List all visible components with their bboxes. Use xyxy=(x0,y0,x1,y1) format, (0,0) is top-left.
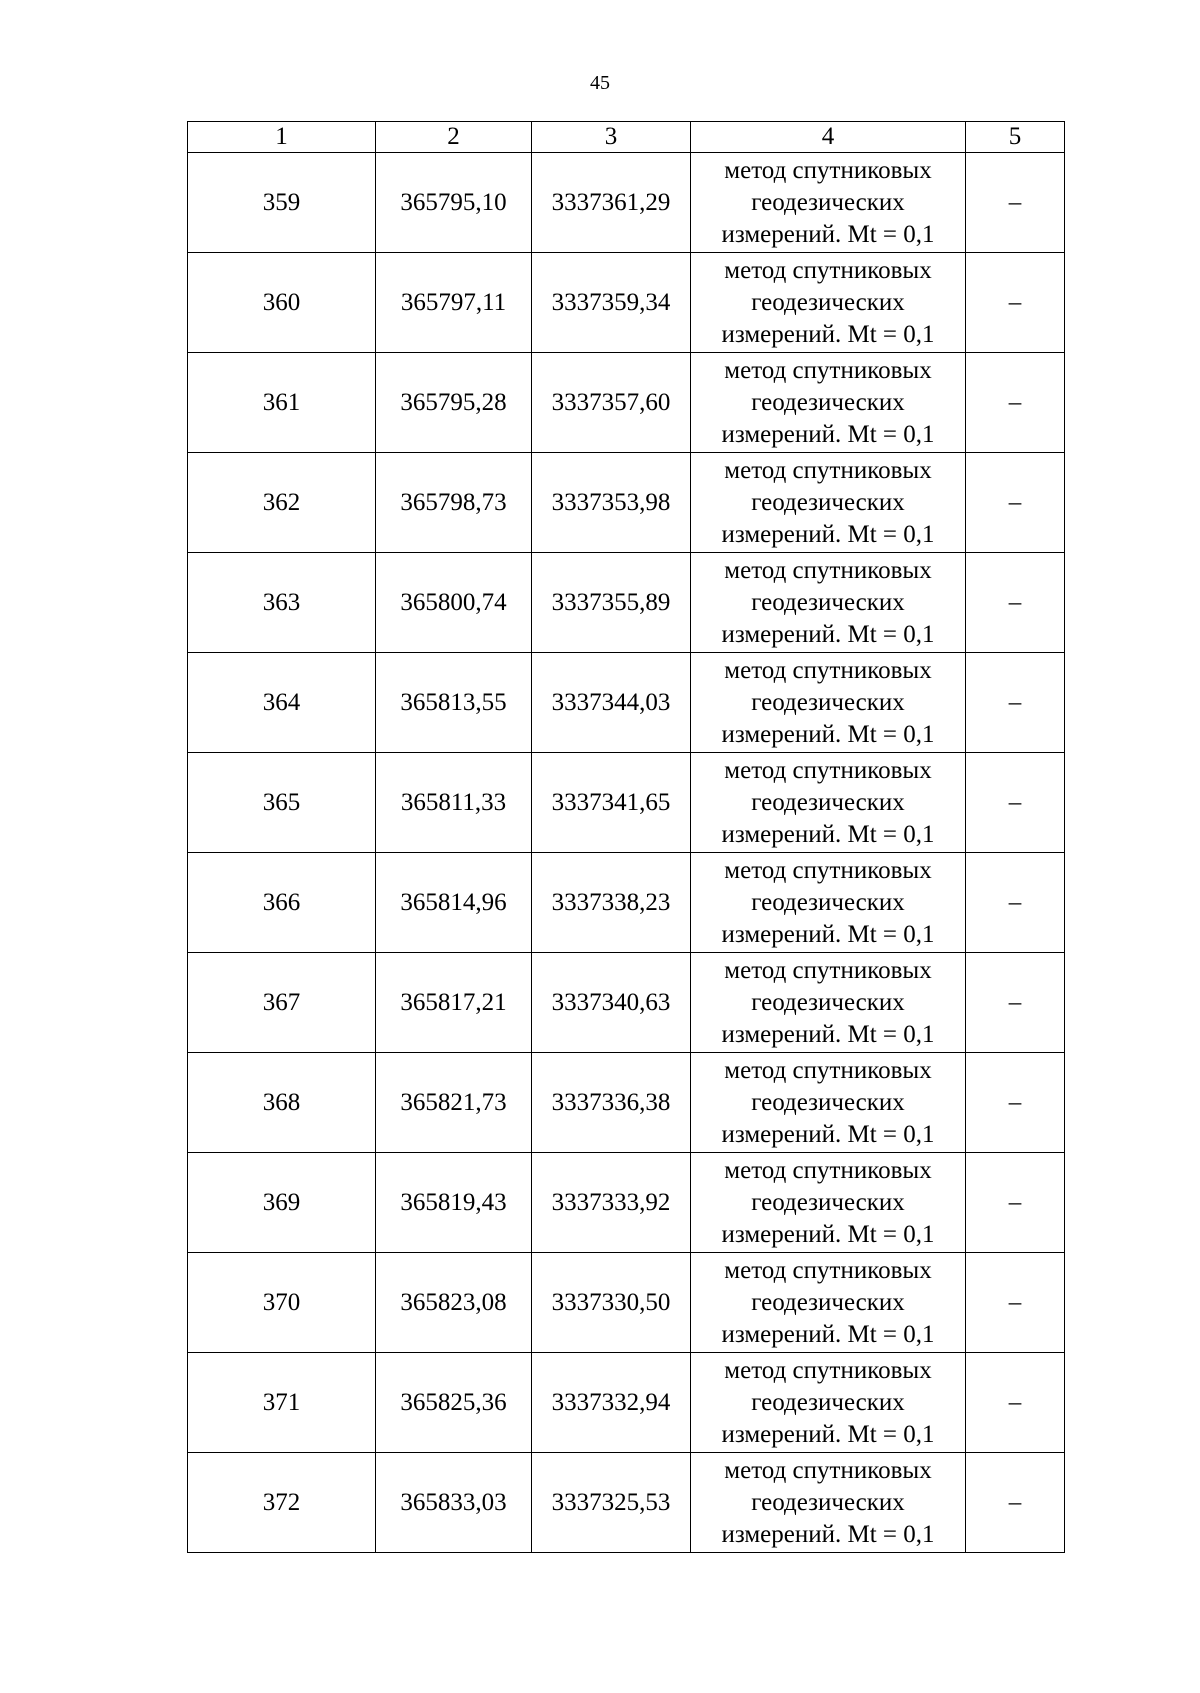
method-line: геодезических xyxy=(751,1188,905,1216)
table-row xyxy=(188,853,1065,953)
x-coordinate-cell: 365795,28 xyxy=(376,353,532,453)
method-line: геодезических xyxy=(751,688,905,716)
y-coordinate-cell: 3337333,92 xyxy=(532,1153,691,1253)
method-line: измерений. Mt = 0,1 xyxy=(721,1020,935,1048)
y-coordinate-cell: 3337344,03 xyxy=(532,653,691,753)
note-cell: – xyxy=(966,553,1065,653)
page-number: 45 xyxy=(590,72,610,94)
method-line: измерений. Mt = 0,1 xyxy=(721,220,935,248)
table-header xyxy=(188,122,1065,153)
method-line: геодезических xyxy=(751,488,905,516)
table-row xyxy=(188,1153,1065,1253)
method-line: метод спутниковых xyxy=(724,1156,932,1184)
table-row xyxy=(188,1053,1065,1153)
table-row xyxy=(188,1253,1065,1353)
coordinates-table xyxy=(187,121,1065,1553)
method-line: метод спутниковых xyxy=(724,1056,932,1084)
column-header-3: 3 xyxy=(532,122,691,153)
note-cell: – xyxy=(966,1253,1065,1353)
column-header-2: 2 xyxy=(376,122,532,153)
method-line: измерений. Mt = 0,1 xyxy=(721,1520,935,1548)
note-cell: – xyxy=(966,953,1065,1053)
method-line: измерений. Mt = 0,1 xyxy=(721,420,935,448)
x-coordinate-cell: 365800,74 xyxy=(376,553,532,653)
point-number-cell: 369 xyxy=(188,1153,376,1253)
note-cell: – xyxy=(966,1453,1065,1553)
x-coordinate-cell: 365817,21 xyxy=(376,953,532,1053)
method-line: измерений. Mt = 0,1 xyxy=(721,1220,935,1248)
method-line: геодезических xyxy=(751,1388,905,1416)
method-line: геодезических xyxy=(751,1088,905,1116)
point-number-cell: 368 xyxy=(188,1053,376,1153)
note-cell: – xyxy=(966,453,1065,553)
y-coordinate-cell: 3337341,65 xyxy=(532,753,691,853)
method-line: измерений. Mt = 0,1 xyxy=(721,820,935,848)
y-coordinate-cell: 3337355,89 xyxy=(532,553,691,653)
note-cell: – xyxy=(966,853,1065,953)
table-row xyxy=(188,753,1065,853)
method-cell xyxy=(691,753,966,853)
method-line: метод спутниковых xyxy=(724,156,932,184)
point-number-cell: 365 xyxy=(188,753,376,853)
column-header-4: 4 xyxy=(691,122,966,153)
x-coordinate-cell: 365797,11 xyxy=(376,253,532,353)
table-row xyxy=(188,1353,1065,1453)
x-coordinate-cell: 365821,73 xyxy=(376,1053,532,1153)
x-coordinate-cell: 365814,96 xyxy=(376,853,532,953)
note-cell: – xyxy=(966,353,1065,453)
method-line: геодезических xyxy=(751,388,905,416)
x-coordinate-cell: 365833,03 xyxy=(376,1453,532,1553)
x-coordinate-cell: 365825,36 xyxy=(376,1353,532,1453)
table-row xyxy=(188,253,1065,353)
point-number-cell: 367 xyxy=(188,953,376,1053)
x-coordinate-cell: 365798,73 xyxy=(376,453,532,553)
y-coordinate-cell: 3337325,53 xyxy=(532,1453,691,1553)
method-line: метод спутниковых xyxy=(724,856,932,884)
point-number-cell: 372 xyxy=(188,1453,376,1553)
method-line: метод спутниковых xyxy=(724,1356,932,1384)
method-cell xyxy=(691,153,966,253)
table-row xyxy=(188,653,1065,753)
point-number-cell: 362 xyxy=(188,453,376,553)
y-coordinate-cell: 3337359,34 xyxy=(532,253,691,353)
point-number-cell: 359 xyxy=(188,153,376,253)
x-coordinate-cell: 365795,10 xyxy=(376,153,532,253)
x-coordinate-cell: 365813,55 xyxy=(376,653,532,753)
table-row xyxy=(188,353,1065,453)
method-cell xyxy=(691,1053,966,1153)
method-line: метод спутниковых xyxy=(724,756,932,784)
point-number-cell: 364 xyxy=(188,653,376,753)
method-line: измерений. Mt = 0,1 xyxy=(721,320,935,348)
method-line: геодезических xyxy=(751,988,905,1016)
method-line: метод спутниковых xyxy=(724,1456,932,1484)
y-coordinate-cell: 3337336,38 xyxy=(532,1053,691,1153)
method-cell xyxy=(691,553,966,653)
method-line: измерений. Mt = 0,1 xyxy=(721,1420,935,1448)
method-cell xyxy=(691,253,966,353)
x-coordinate-cell: 365811,33 xyxy=(376,753,532,853)
y-coordinate-cell: 3337338,23 xyxy=(532,853,691,953)
column-header-5: 5 xyxy=(966,122,1065,153)
method-line: геодезических xyxy=(751,888,905,916)
y-coordinate-cell: 3337361,29 xyxy=(532,153,691,253)
note-cell: – xyxy=(966,653,1065,753)
method-cell xyxy=(691,853,966,953)
method-line: измерений. Mt = 0,1 xyxy=(721,920,935,948)
point-number-cell: 371 xyxy=(188,1353,376,1453)
y-coordinate-cell: 3337330,50 xyxy=(532,1253,691,1353)
method-line: измерений. Mt = 0,1 xyxy=(721,620,935,648)
method-cell xyxy=(691,1353,966,1453)
method-line: метод спутниковых xyxy=(724,556,932,584)
method-line: метод спутниковых xyxy=(724,1256,932,1284)
table-row xyxy=(188,553,1065,653)
point-number-cell: 366 xyxy=(188,853,376,953)
header-row xyxy=(188,122,1065,153)
note-cell: – xyxy=(966,1053,1065,1153)
method-cell xyxy=(691,1253,966,1353)
x-coordinate-cell: 365819,43 xyxy=(376,1153,532,1253)
table-row xyxy=(188,1453,1065,1553)
note-cell: – xyxy=(966,1153,1065,1253)
method-line: измерений. Mt = 0,1 xyxy=(721,1320,935,1348)
y-coordinate-cell: 3337353,98 xyxy=(532,453,691,553)
note-cell: – xyxy=(966,153,1065,253)
method-line: измерений. Mt = 0,1 xyxy=(721,720,935,748)
x-coordinate-cell: 365823,08 xyxy=(376,1253,532,1353)
y-coordinate-cell: 3337340,63 xyxy=(532,953,691,1053)
note-cell: – xyxy=(966,253,1065,353)
method-cell xyxy=(691,353,966,453)
table-row xyxy=(188,953,1065,1053)
method-line: метод спутниковых xyxy=(724,356,932,384)
method-line: геодезических xyxy=(751,588,905,616)
method-cell xyxy=(691,653,966,753)
table-body xyxy=(188,153,1065,1553)
note-cell: – xyxy=(966,753,1065,853)
point-number-cell: 370 xyxy=(188,1253,376,1353)
method-cell xyxy=(691,1153,966,1253)
method-cell xyxy=(691,1453,966,1553)
note-cell: – xyxy=(966,1353,1065,1453)
point-number-cell: 360 xyxy=(188,253,376,353)
method-line: метод спутниковых xyxy=(724,456,932,484)
method-line: метод спутниковых xyxy=(724,956,932,984)
y-coordinate-cell: 3337357,60 xyxy=(532,353,691,453)
point-number-cell: 363 xyxy=(188,553,376,653)
point-number-cell: 361 xyxy=(188,353,376,453)
method-line: измерений. Mt = 0,1 xyxy=(721,520,935,548)
method-line: геодезических xyxy=(751,1488,905,1516)
method-line: геодезических xyxy=(751,188,905,216)
method-line: измерений. Mt = 0,1 xyxy=(721,1120,935,1148)
table-row xyxy=(188,153,1065,253)
method-cell xyxy=(691,953,966,1053)
table-row xyxy=(188,453,1065,553)
y-coordinate-cell: 3337332,94 xyxy=(532,1353,691,1453)
method-line: геодезических xyxy=(751,788,905,816)
method-line: метод спутниковых xyxy=(724,256,932,284)
method-cell xyxy=(691,453,966,553)
method-line: метод спутниковых xyxy=(724,656,932,684)
method-line: геодезических xyxy=(751,1288,905,1316)
method-line: геодезических xyxy=(751,288,905,316)
column-header-1: 1 xyxy=(188,122,376,153)
